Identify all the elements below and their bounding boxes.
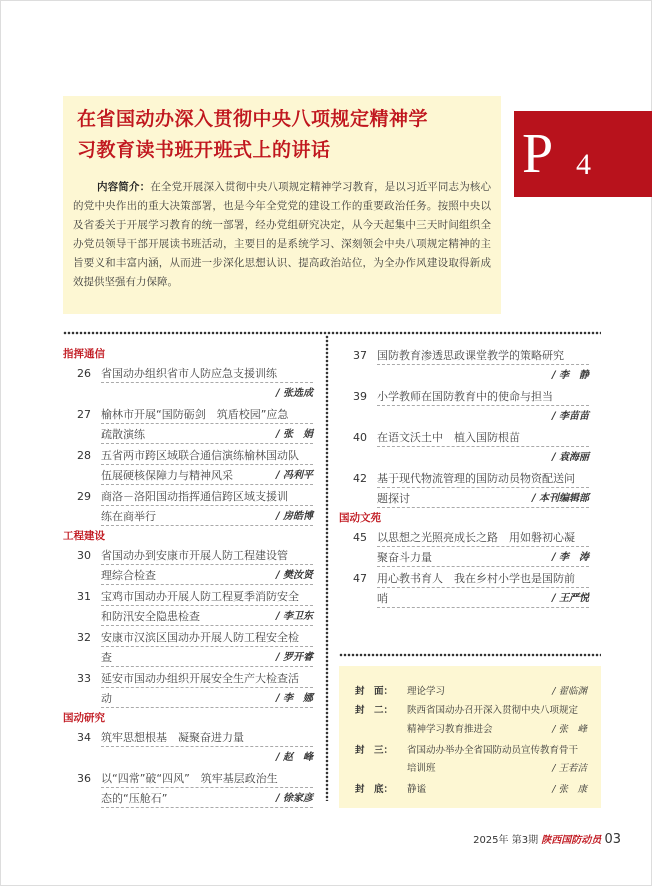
toc-underline — [377, 446, 589, 447]
toc-author: / 张选成 — [275, 388, 313, 399]
toc-entry[interactable] — [63, 628, 313, 670]
toc-title-line: 省国动办到安康市开展人防工程建设管 — [101, 549, 288, 562]
cover-credit-value: 省国动办举办全省国防动员宣传教育骨干 — [407, 745, 579, 756]
toc-entry[interactable] — [339, 346, 589, 381]
toc-page-number: 45 — [353, 531, 367, 544]
toc-underline — [101, 382, 313, 383]
toc-page-number: 29 — [77, 490, 91, 503]
toc-underline — [101, 423, 313, 424]
feature-box — [63, 96, 501, 314]
toc-section-heading: 工程建设 — [63, 530, 105, 542]
toc-author: / 房皓博 — [275, 511, 313, 522]
toc-title-line: 榆林市开展“国防砺剑 筑盾校园”应急 — [101, 408, 289, 421]
toc-underline — [101, 746, 313, 747]
toc-page-number: 42 — [353, 472, 367, 485]
toc-title-line: 理综合检查 — [101, 569, 156, 582]
toc-underline — [101, 564, 313, 565]
toc-author: / 樊汝贤 — [275, 570, 313, 581]
toc-entry[interactable] — [63, 446, 313, 488]
toc-author: / 本刊编辑部 — [531, 493, 589, 504]
toc-title-line: 哨 — [377, 592, 388, 605]
cover-credit-key: 封 三： — [355, 745, 394, 756]
toc-entry[interactable] — [339, 428, 589, 463]
page-badge — [514, 111, 652, 197]
toc-underline — [101, 464, 313, 465]
toc-author: / 李 娜 — [275, 693, 313, 704]
toc-page-number: 36 — [77, 772, 91, 785]
toc-title-line: 伍展硬核保障力与精神风采 — [101, 469, 233, 482]
cover-credit-value: 精神学习教育推进会 — [407, 724, 493, 735]
cover-credit-author: / 翟临渊 — [552, 686, 587, 697]
toc-entry[interactable] — [339, 469, 589, 511]
toc-page-number: 30 — [77, 549, 91, 562]
cover-credit-key: 封 二： — [355, 705, 394, 716]
toc-section-heading: 指挥通信 — [63, 348, 105, 360]
toc-title-line: 用心教书育人 我在乡村小学也是国防前 — [377, 572, 575, 585]
toc-author: / 李 涛 — [551, 552, 589, 563]
cover-credit-key: 封 面： — [355, 686, 394, 697]
issue-label: 2025年 第3期 — [473, 835, 539, 846]
toc-title-line: 以“四常”破“四风” 筑牢基层政治生 — [101, 772, 278, 785]
toc-page-number: 37 — [353, 349, 367, 362]
toc-author: / 徐家彦 — [275, 793, 313, 804]
cover-credit-key: 封 底： — [355, 784, 394, 795]
cover-credit-value: 培训班 — [407, 763, 436, 774]
toc-underline — [101, 787, 313, 788]
toc-author: / 李苗苗 — [551, 411, 589, 422]
toc-page-number: 26 — [77, 367, 91, 380]
toc-section-heading: 国动文苑 — [339, 512, 381, 524]
toc-entry[interactable] — [339, 569, 589, 611]
feature-title-line-1: 在省国动办深入贯彻中央八项规定精神学 — [77, 108, 429, 130]
cover-credit-value: 理论学习 — [407, 686, 446, 697]
toc-underline — [377, 364, 589, 365]
divider-cover — [339, 653, 601, 657]
cover-credit-value: 陕西省国动办召开深入贯彻中央八项规定 — [407, 705, 579, 716]
toc-page-number: 28 — [77, 449, 91, 462]
toc-title-line: 商洛－洛阳国动指挥通信跨区域支援训 — [101, 490, 288, 503]
cover-credit-author: / 王若洁 — [552, 763, 587, 774]
toc-title-line: 延安市国动办组织开展安全生产大检查活 — [101, 672, 299, 685]
toc-author: / 李 静 — [551, 370, 589, 381]
toc-title-line: 练在商举行 — [101, 510, 156, 523]
toc-author: / 罗开睿 — [275, 652, 313, 663]
toc-author: / 张 娟 — [275, 429, 313, 440]
toc-page-number: 34 — [77, 731, 91, 744]
toc-title-line: 态的“压舱石” — [101, 792, 168, 805]
toc-page-number: 40 — [353, 431, 367, 444]
feature-summary — [73, 178, 491, 292]
toc-title-line: 聚奋斗力量 — [377, 551, 432, 564]
toc-entry[interactable] — [63, 364, 313, 399]
page-number: 03 — [604, 832, 621, 847]
toc-entry[interactable] — [63, 546, 313, 588]
toc-entry[interactable] — [339, 387, 589, 422]
toc-entry[interactable] — [339, 528, 589, 570]
toc-title-line: 筑牢思想根基 凝聚奋进力量 — [101, 731, 244, 744]
toc-underline — [101, 646, 313, 647]
divider-top — [63, 331, 601, 335]
toc-entry[interactable] — [63, 487, 313, 529]
toc-page-number: 27 — [77, 408, 91, 421]
badge-letter: P — [522, 123, 554, 185]
toc-title-line: 省国动办组织省市人防应急支援训练 — [101, 367, 277, 380]
cover-credits — [339, 666, 601, 808]
toc-underline — [101, 605, 313, 606]
toc-underline — [377, 546, 589, 547]
toc-title-line: 查 — [101, 651, 112, 664]
divider-vertical — [325, 335, 329, 801]
toc-underline — [101, 687, 313, 688]
toc-entry[interactable] — [63, 669, 313, 711]
toc-section-heading: 国动研究 — [63, 712, 105, 724]
cover-credit-author: / 张 康 — [552, 784, 587, 795]
toc-entry[interactable] — [63, 769, 313, 811]
toc-page-number: 33 — [77, 672, 91, 685]
toc-title-line: 五省两市跨区域联合通信演练榆林国动队 — [101, 449, 299, 462]
toc-title-line: 以思想之光照亮成长之路 用如磐初心凝 — [377, 531, 575, 544]
toc-entry[interactable] — [63, 587, 313, 629]
toc-title-line: 小学教师在国防教育中的使命与担当 — [377, 390, 553, 403]
toc-entry[interactable] — [63, 405, 313, 447]
toc-title-line: 国防教育渗透思政课堂教学的策略研究 — [377, 349, 564, 362]
toc-author: / 李卫东 — [275, 611, 313, 622]
toc-page-number: 32 — [77, 631, 91, 644]
toc-author: / 赵 峰 — [275, 752, 313, 763]
toc-title-line: 基于现代物流管理的国防动员物资配送问 — [377, 472, 575, 485]
cover-credit-author: / 张 峰 — [552, 724, 587, 735]
toc-author: / 袁海丽 — [551, 452, 589, 463]
toc-title-line: 在语文沃土中 植入国防根苗 — [377, 431, 520, 444]
feature-title[interactable] — [77, 104, 487, 166]
magazine-name: 陕西国防动员 — [541, 835, 602, 846]
toc-title-line: 动 — [101, 692, 112, 705]
toc-page-number: 47 — [353, 572, 367, 585]
page-footer — [473, 831, 621, 847]
cover-credit-value: 静谧 — [407, 784, 427, 795]
toc-page-number: 31 — [77, 590, 91, 603]
toc-underline — [377, 587, 589, 588]
toc-author: / 王严悦 — [551, 593, 589, 604]
toc-page-number: 39 — [353, 390, 367, 403]
toc-title-line: 安康市汉滨区国动办开展人防工程安全检 — [101, 631, 299, 644]
toc-underline — [377, 487, 589, 488]
toc-author: / 冯利平 — [275, 470, 313, 481]
toc-entry[interactable] — [63, 728, 313, 763]
toc-underline — [101, 505, 313, 506]
toc-underline — [377, 405, 589, 406]
toc-title-line: 题探讨 — [377, 492, 410, 505]
toc-title-line: 和防汛安全隐患检查 — [101, 610, 200, 623]
summary-label: 内容简介： — [97, 181, 151, 193]
toc-title-line: 疏散演练 — [101, 428, 145, 441]
feature-title-line-2: 习教育读书班开班式上的讲话 — [77, 139, 331, 161]
badge-number: 4 — [576, 148, 591, 181]
toc-title-line: 宝鸡市国动办开展人防工程夏季消防安全 — [101, 590, 299, 603]
summary-text: 在全党开展深入贯彻中央八项规定精神学习教育，是以习近平同志为核心的党中央作出的重大决策部署，也是今年全党党的建设工作的重要政治任务。按照中央以及省委关于开展学习教育的统一部署，经办党组研究决定，从今天起集中三天时间组织全办党员领导干部开展读书班活动，主要目的是系统学习、深刻领会中央八项规定精神的主旨要义和丰富内涵，从而进一步深化思想认识、提高政治站位，为全办作风建设取得新成效提供坚强有力保障。 — [73, 181, 492, 288]
